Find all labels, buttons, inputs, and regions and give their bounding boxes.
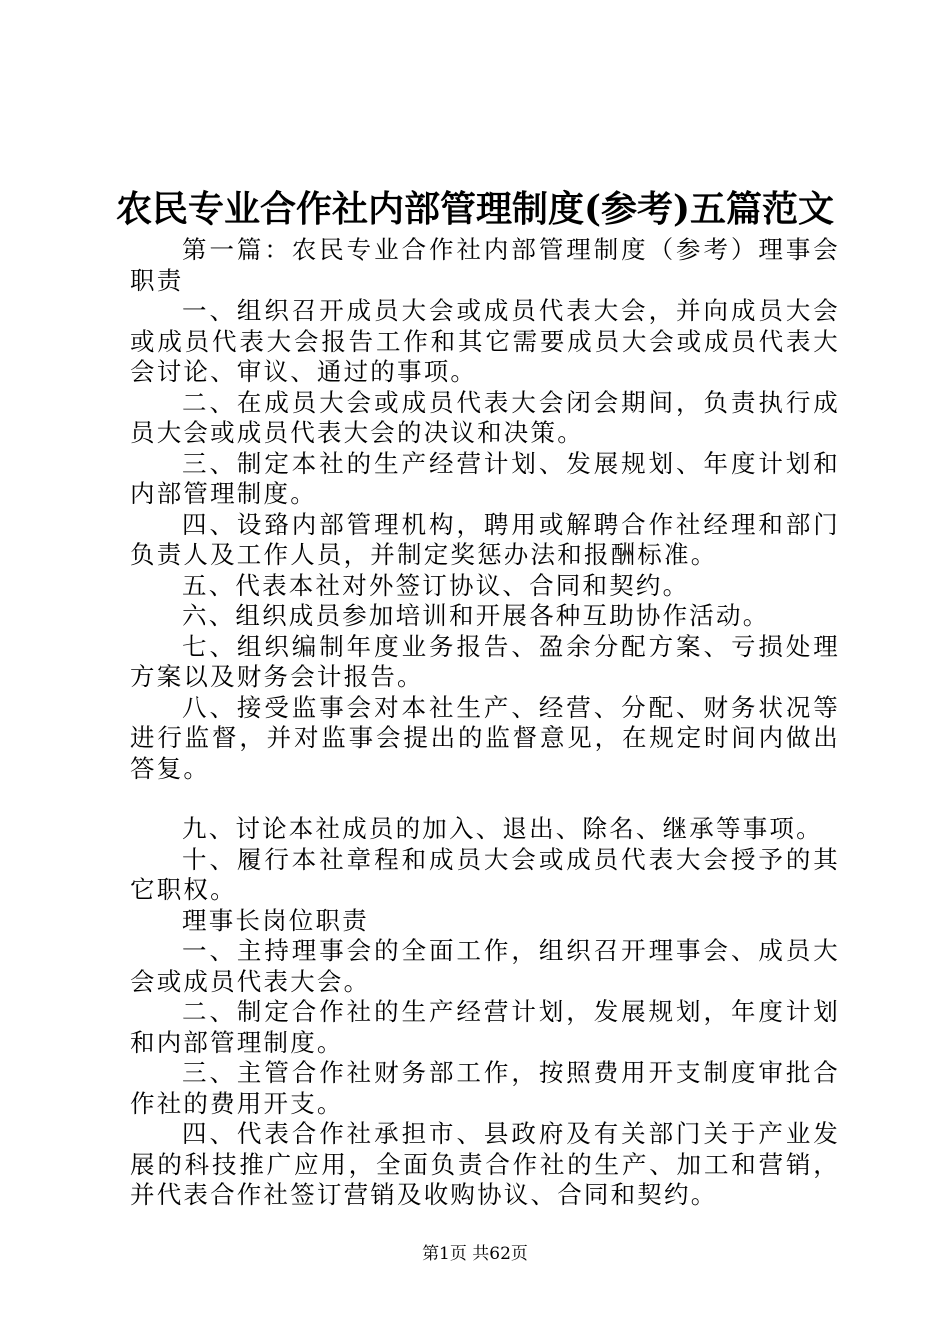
- paragraph: 一、组织召开成员大会或成员代表大会，并向成员大会或成员代表大会报告工作和其它需要成员大会或成员代表大会讨论、审议、通过的事项。: [130, 296, 840, 386]
- document-title: 农民专业合作社内部管理制度(参考)五篇范文: [115, 188, 835, 230]
- paragraph: 八、接受监事会对本社生产、经营、分配、财务状况等进行监督，并对监事会提出的监督意见，在规定时间内做出答复。: [130, 692, 840, 783]
- paragraph: 四、设臵内部管理机构，聘用或解聘合作社经理和部门负责人及工作人员，并制定奖惩办法和报酬标准。: [130, 509, 840, 569]
- section-heading: 第一篇：农民专业合作社内部管理制度（参考）理事会职责: [130, 235, 840, 295]
- paragraph: 四、代表合作社承担市、县政府及有关部门关于产业发展的科技推广应用，全面负责合作社的生产、加工和营销，并代表合作社签订营销及收购协议、合同和契约。: [130, 1119, 840, 1209]
- paragraph: 二、在成员大会或成员代表大会闭会期间，负责执行成员大会或成员代表大会的决议和决策。: [130, 387, 840, 447]
- paragraph: 三、主管合作社财务部工作，按照费用开支制度审批合作社的费用开支。: [130, 1058, 840, 1118]
- paragraph: 七、组织编制年度业务报告、盈余分配方案、亏损处理方案以及财务会计报告。: [130, 631, 840, 691]
- paragraph: 十、履行本社章程和成员大会或成员代表大会授予的其它职权。: [130, 844, 840, 904]
- paragraph: 五、代表本社对外签订协议、合同和契约。: [182, 570, 690, 600]
- blank-line: [130, 784, 840, 814]
- paragraph: 六、组织成员参加培训和开展各种互助协作活动。: [182, 601, 770, 630]
- paragraph: 九、讨论本社成员的加入、退出、除名、继承等事项。: [182, 814, 823, 843]
- page-number: 第1页 共62页: [422, 1244, 528, 1264]
- subsection-heading: 理事长岗位职责: [182, 905, 369, 935]
- paragraph: 一、主持理事会的全面工作，组织召开理事会、成员大会或成员代表大会。: [130, 936, 840, 996]
- document-body: [130, 235, 840, 1211]
- paragraph: 二、制定合作社的生产经营计划，发展规划，年度计划和内部管理制度。: [130, 997, 840, 1057]
- paragraph: 三、制定本社的生产经营计划、发展规划、年度计划和内部管理制度。: [130, 448, 840, 508]
